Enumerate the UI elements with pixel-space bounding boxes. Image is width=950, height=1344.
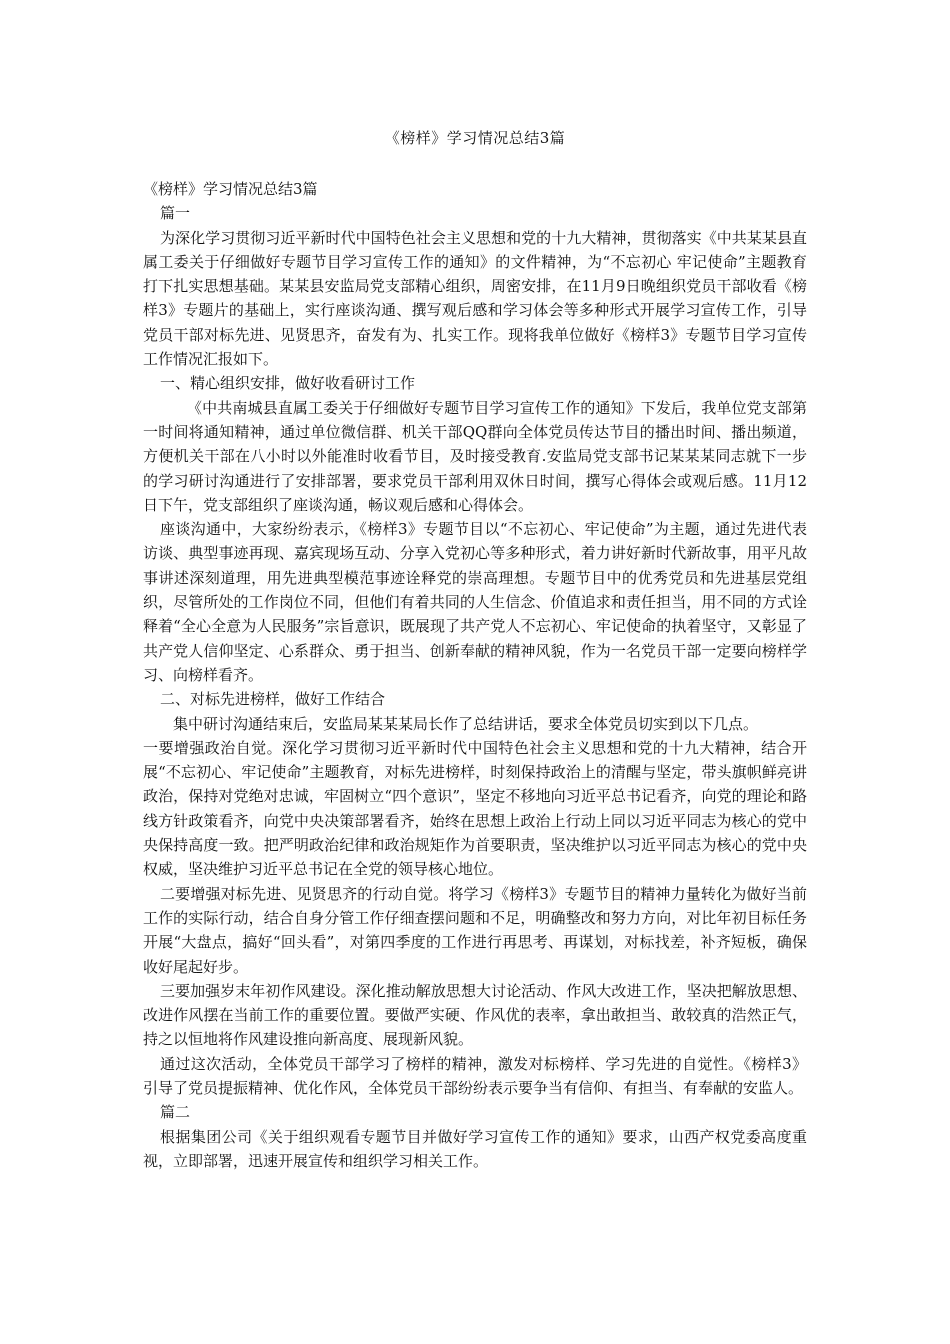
document-title: 《榜样》学习情况总结3篇 — [384, 129, 566, 147]
section-heading-part-two: 篇二 — [160, 1103, 191, 1122]
paragraph: 通过这次活动，全体党员干部学习了榜样的精神，激发对标榜样、学习先进的自觉性。《榜样3》引导了党员提振精神、优化作风，全体党员干部纷纷表示要争当有信仰、有担当、有奉献的安监人。 — [143, 1054, 807, 1097]
paragraph: 三要加强岁末年初作风建设。深化推动解放思想大讨论活动、作风大改进工作，坚决把解放思想、改进作风摆在当前工作的重要位置。要做严实硬、作风优的表率，拿出敢担当、敢较真的浩然正气，持之以恒地将作风建设推向新高度、展现新风貌。 — [143, 981, 807, 1049]
paragraph: 《中共南城县直属工委关于仔细做好专题节目学习宣传工作的通知》下发后，我单位党支部第一时间将通知精神，通过单位微信群、机关干部QQ群向全体党员传达节目的播出时间、播出频道，方便机关干部在八小时以外能准时收看节目，及时接受教育.安监局党支部书记某某某同志就下一步的学习研讨沟通进行了安排部署，要求党员干部利用双休日时间，撰写心得体会或观后感。11月12日下午，党支部组织了座谈沟通，畅议观后感和心得体会。 — [143, 398, 807, 514]
section-heading: 一、精心组织安排，做好收看研讨工作 — [160, 374, 416, 393]
section-heading-part-one: 篇一 — [160, 204, 191, 223]
paragraph: 一要增强政治自觉。深化学习贯彻习近平新时代中国特色社会主义思想和党的十九大精神，结合开展“不忘初心、牢记使命”主题教育，对标先进榜样，时刻保持政治上的清醒与坚定，带头旗帜鲜亮讲政治，保持对党绝对忠诚，牢固树立“四个意识”，坚定不移地向习近平总书记看齐，向党的理论和路线方针政策看齐，向党中央决策部署看齐，始终在思想上政治上行动上同以习近平同志为核心的党中央保持高度一致。把严明政治纪律和政治规矩作为首要职责，坚决维护以习近平同志为核心的党中央权威，坚决维护习近平总书记在全党的领导核心地位。 — [143, 738, 807, 879]
document-body — [143, 177, 807, 1173]
paragraph: 二要增强对标先进、见贤思齐的行动自觉。将学习《榜样3》专题节目的精神力量转化为做好当前工作的实际行动，结合自身分管工作仔细查摆问题和不足，明确整改和努力方向，对比年初目标任务开展“大盘点，搞好“回头看”，对第四季度的工作进行再思考、再谋划，对标找差，补齐短板，确保收好尾起好步。 — [143, 884, 807, 976]
document-subtitle: 《榜样》学习情况总结3篇 — [143, 180, 318, 198]
paragraph: 根据集团公司《关于组织观看专题节目并做好学习宣传工作的通知》要求，山西产权党委高度重视，立即部署，迅速开展宣传和组织学习相关工作。 — [143, 1127, 807, 1170]
paragraph: 集中研讨沟通结束后，安监局某某某局长作了总结讲话，要求全体党员切实到以下几点。 — [173, 714, 759, 733]
paragraph: 座谈沟通中，大家纷纷表示，《榜样3》专题节目以“不忘初心、牢记使命”为主题，通过先进代表访谈、典型事迹再现、嘉宾现场互动、分享入党初心等多种形式，着力讲好新时代新故事，用平凡故事讲述深刻道理，用先进典型模范事迹诠释党的崇高理想。专题节目中的优秀党员和先进基层党组织，尽管所处的工作岗位不同，但他们有着共同的人生信念、价值追求和责任担当，用不同的方式诠释着“全心全意为人民服务”宗旨意识，既展现了共产党人不忘初心、牢记使命的执着坚守，又彰显了共产党人信仰坚定、心系群众、勇于担当、创新奉献的精神风貌，作为一名党员干部一定要向榜样学习、向榜样看齐。 — [143, 520, 807, 684]
section-heading: 二、对标先进榜样，做好工作结合 — [160, 690, 386, 709]
paragraph: 为深化学习贯彻习近平新时代中国特色社会主义思想和党的十九大精神，贯彻落实《中共某某县直属工委关于仔细做好专题节目学习宣传工作的通知》的文件精神，为“不忘初心 牢记使命”主题教育打下扎实思想基础。某某县安监局党支部精心组织，周密安排，在11月9日晚组织党员干部收看《榜样3》专题片的基础上，实行座谈沟通、撰写观后感和学习体会等多种形式开展学习宣传工作，引导党员干部对标先进、见贤思齐，奋发有为、扎实工作。现将我单位做好《榜样3》专题节目学习宣传工作情况汇报如下。 — [143, 228, 807, 369]
